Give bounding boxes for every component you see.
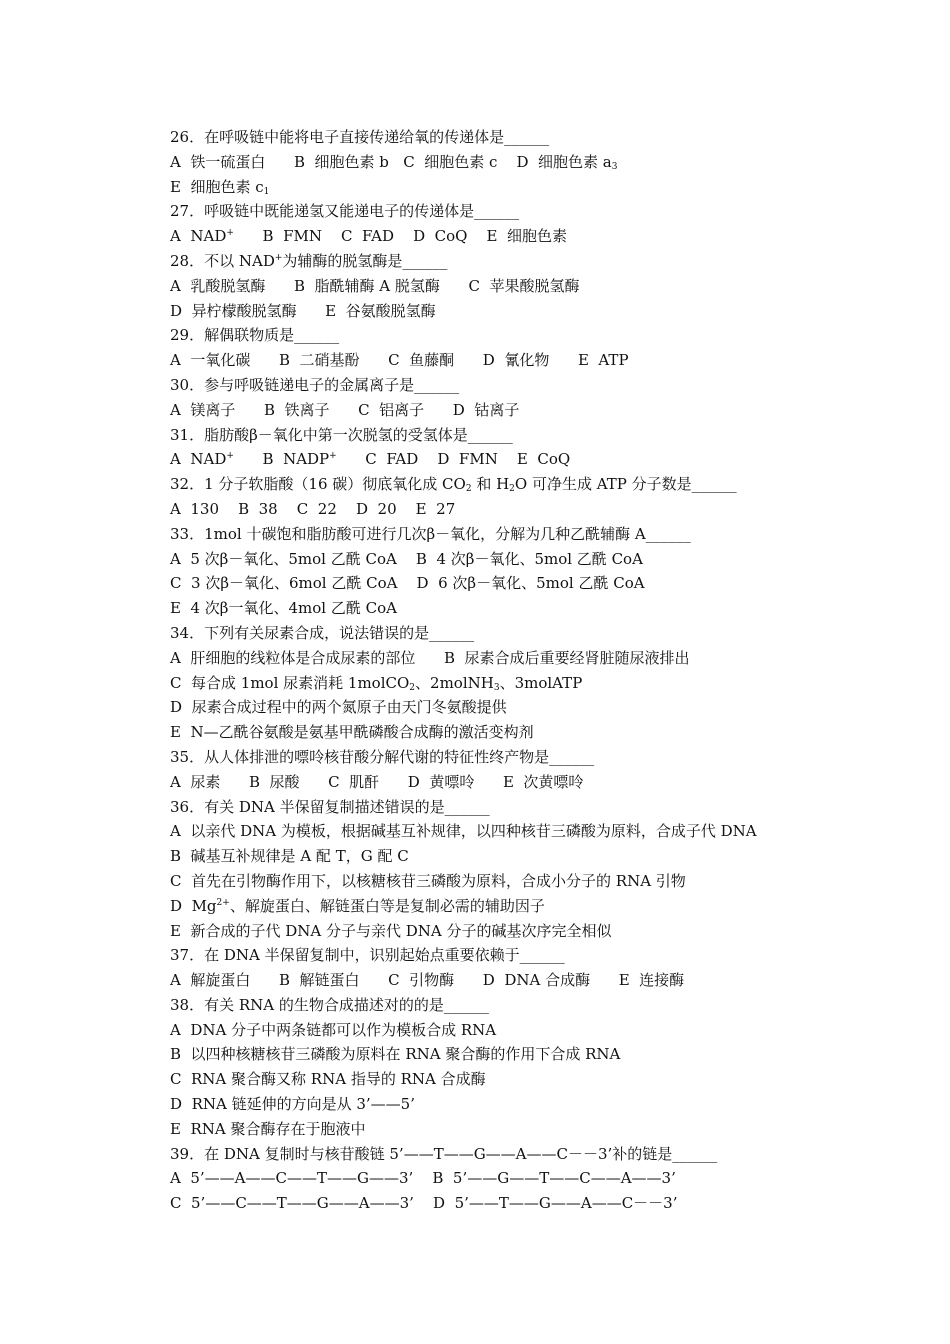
document-page bbox=[170, 125, 930, 1216]
line-text: E 新合成的子代 DNA 分子与亲代 DNA 分子的碱基次序完全相似 bbox=[170, 921, 612, 940]
line-text: B 碱基互补规律是 A 配 T，G 配 C bbox=[170, 847, 409, 866]
superscript: + bbox=[274, 252, 283, 263]
line-text: A 130 B 38 C 22 D 20 E 27 bbox=[170, 499, 456, 518]
text-line bbox=[170, 621, 930, 646]
line-text: C 3 次β－氧化、6mol 乙酰 CoA D 6 次β－氧化、5mol 乙酰 CoA bbox=[170, 574, 645, 593]
line-text: E 4 次β一氧化、4mol 乙酰 CoA bbox=[170, 599, 397, 618]
text-line bbox=[170, 547, 930, 572]
subscript: 3 bbox=[611, 161, 618, 172]
line-text: 、2molNH bbox=[415, 673, 494, 692]
subscript: 3 bbox=[493, 682, 500, 693]
text-line bbox=[170, 943, 930, 968]
text-line bbox=[170, 1191, 930, 1216]
text-line bbox=[170, 1018, 930, 1043]
line-text: O 可净生成 ATP 分子数是______ bbox=[514, 475, 737, 494]
text-line bbox=[170, 968, 930, 993]
line-text: 36．有关 DNA 半保留复制描述错误的是______ bbox=[170, 797, 490, 816]
text-line bbox=[170, 249, 930, 274]
text-line bbox=[170, 671, 930, 696]
line-text: C FAD D FMN E CoQ bbox=[336, 450, 571, 469]
line-text: 29．解偶联物质是______ bbox=[170, 326, 340, 345]
text-line bbox=[170, 522, 930, 547]
text-line bbox=[170, 497, 930, 522]
text-line bbox=[170, 1042, 930, 1067]
line-text: A 一氧化碳 B 二硝基酚 C 鱼藤酮 D 氰化物 E ATP bbox=[170, 351, 629, 370]
text-line bbox=[170, 472, 930, 497]
line-text: 31．脂肪酸β－氧化中第一次脱氢的受氢体是______ bbox=[170, 425, 513, 444]
subscript: 2 bbox=[409, 682, 416, 693]
line-text: A 铁一硫蛋白 B 细胞色素 b C 细胞色素 c D 细胞色素 a bbox=[170, 152, 612, 171]
line-text: C 每合成 1mol 尿素消耗 1molCO bbox=[170, 673, 410, 692]
line-text: 和 H bbox=[471, 475, 510, 494]
line-text: 35．从人体排泄的嘌呤核苷酸分解代谢的特征性终产物是______ bbox=[170, 747, 595, 766]
line-text: C RNA 聚合酶又称 RNA 指导的 RNA 合成酶 bbox=[170, 1070, 486, 1089]
text-line bbox=[170, 1142, 930, 1167]
text-line bbox=[170, 919, 930, 944]
line-text: C 5’——C——T——G——A——3’ D 5’——T——G——A——C－－3’ bbox=[170, 1194, 678, 1213]
line-text: A 尿素 B 尿酸 C 肌酐 D 黄嘌呤 E 次黄嘌呤 bbox=[170, 772, 584, 791]
line-text: 28．不以 NAD bbox=[170, 251, 275, 270]
line-text: 27．呼吸链中既能递氢又能递电子的传递体是______ bbox=[170, 202, 520, 221]
line-text: E 细胞色素 c bbox=[170, 177, 264, 196]
text-line bbox=[170, 1092, 930, 1117]
text-line bbox=[170, 745, 930, 770]
subscript: 2 bbox=[509, 484, 515, 495]
line-text: A DNA 分子中两条链都可以作为模板合成 RNA bbox=[170, 1020, 497, 1039]
text-line bbox=[170, 993, 930, 1018]
text-line bbox=[170, 770, 930, 795]
text-line bbox=[170, 695, 930, 720]
line-text: 38．有关 RNA 的生物合成描述对的的是______ bbox=[170, 995, 489, 1014]
text-line bbox=[170, 844, 930, 869]
text-line bbox=[170, 646, 930, 671]
subscript: 2 bbox=[465, 484, 472, 495]
line-text: A 镁离子 B 铁离子 C 铝离子 D 钴离子 bbox=[170, 400, 520, 419]
line-text: A 乳酸脱氢酶 B 脂酰辅酶 A 脱氢酶 C 苹果酸脱氢酶 bbox=[170, 276, 580, 295]
line-text: A NAD bbox=[170, 227, 227, 246]
line-text: A 5 次β－氧化、5mol 乙酰 CoA B 4 次β－氧化、5mol 乙酰 CoA bbox=[170, 549, 643, 568]
text-line bbox=[170, 447, 930, 472]
line-text: 、3molATP bbox=[499, 673, 583, 692]
line-text: 、解旋蛋白、解链蛋白等是复制必需的辅助因子 bbox=[229, 896, 545, 915]
line-text: B FMN C FAD D CoQ E 细胞色素 bbox=[233, 227, 568, 246]
text-line bbox=[170, 323, 930, 348]
text-line bbox=[170, 348, 930, 373]
subscript: 1 bbox=[263, 186, 270, 197]
text-line bbox=[170, 274, 930, 299]
line-text: 30．参与呼吸链递电子的金属离子是______ bbox=[170, 375, 460, 394]
line-text: 32．1 分子软脂酸（16 碳）彻底氧化成 CO bbox=[170, 475, 466, 494]
line-text: A 解旋蛋白 B 解链蛋白 C 引物酶 D DNA 合成酶 E 连接酶 bbox=[170, 971, 685, 990]
line-text: E RNA 聚合酶存在于胞液中 bbox=[170, 1119, 366, 1138]
text-line bbox=[170, 894, 930, 919]
text-line bbox=[170, 1166, 930, 1191]
text-line bbox=[170, 150, 930, 175]
text-line bbox=[170, 175, 930, 200]
text-line bbox=[170, 1117, 930, 1142]
line-text: C 首先在引物酶作用下，以核糖核苷三磷酸为原料，合成小分子的 RNA 引物 bbox=[170, 871, 686, 890]
text-line bbox=[170, 869, 930, 894]
superscript: 2+ bbox=[216, 897, 230, 908]
line-text: D Mg bbox=[170, 896, 217, 915]
text-line bbox=[170, 398, 930, 423]
line-text: 37．在 DNA 半保留复制中，识别起始点重要依赖于______ bbox=[170, 946, 565, 965]
text-line bbox=[170, 795, 930, 820]
line-text: 34．下列有关尿素合成，说法错误的是______ bbox=[170, 623, 475, 642]
text-line bbox=[170, 571, 930, 596]
text-line bbox=[170, 299, 930, 324]
text-line bbox=[170, 373, 930, 398]
line-text: D 异柠檬酸脱氢酶 E 谷氨酸脱氢酶 bbox=[170, 301, 436, 320]
text-line bbox=[170, 199, 930, 224]
line-text: E N—乙酰谷氨酸是氨基甲酰磷酸合成酶的激活变构剂 bbox=[170, 723, 534, 742]
text-line bbox=[170, 423, 930, 448]
text-line bbox=[170, 819, 930, 844]
line-text: 为辅酶的脱氢酶是______ bbox=[282, 251, 448, 270]
superscript: + bbox=[226, 451, 234, 462]
line-text: A 肝细胞的线粒体是合成尿素的部位 B 尿素合成后重要经肾脏随尿液排出 bbox=[170, 648, 690, 667]
text-line bbox=[170, 720, 930, 745]
line-text: D 尿素合成过程中的两个氮原子由天门冬氨酸提供 bbox=[170, 698, 507, 717]
superscript: + bbox=[329, 451, 337, 462]
text-line bbox=[170, 596, 930, 621]
text-line bbox=[170, 125, 930, 150]
text-line bbox=[170, 224, 930, 249]
line-text: B NADP bbox=[233, 450, 330, 469]
line-text: 33．1mol 十碳饱和脂肪酸可进行几次β－氧化，分解为几种乙酰辅酶 A______ bbox=[170, 524, 691, 543]
line-text: A 以亲代 DNA 为模板，根据碱基互补规律，以四种核苷三磷酸为原料，合成子代 DNA bbox=[170, 822, 757, 841]
line-text: A NAD bbox=[170, 450, 227, 469]
line-text: A 5’——A——C——T——G——3’ B 5’——G——T——C——A——3’ bbox=[170, 1169, 676, 1188]
line-text: B 以四种核糖核苷三磷酸为原料在 RNA 聚合酶的作用下合成 RNA bbox=[170, 1045, 621, 1064]
text-line bbox=[170, 1067, 930, 1092]
line-text: 39．在 DNA 复制时与核苷酸链 5’——T——G——A——C－－3’补的链是______ bbox=[170, 1144, 718, 1163]
superscript: + bbox=[226, 228, 234, 239]
line-text: 26．在呼吸链中能将电子直接传递给氧的传递体是______ bbox=[170, 128, 550, 146]
line-text: D RNA 链延伸的方向是从 3’——5’ bbox=[170, 1095, 415, 1114]
